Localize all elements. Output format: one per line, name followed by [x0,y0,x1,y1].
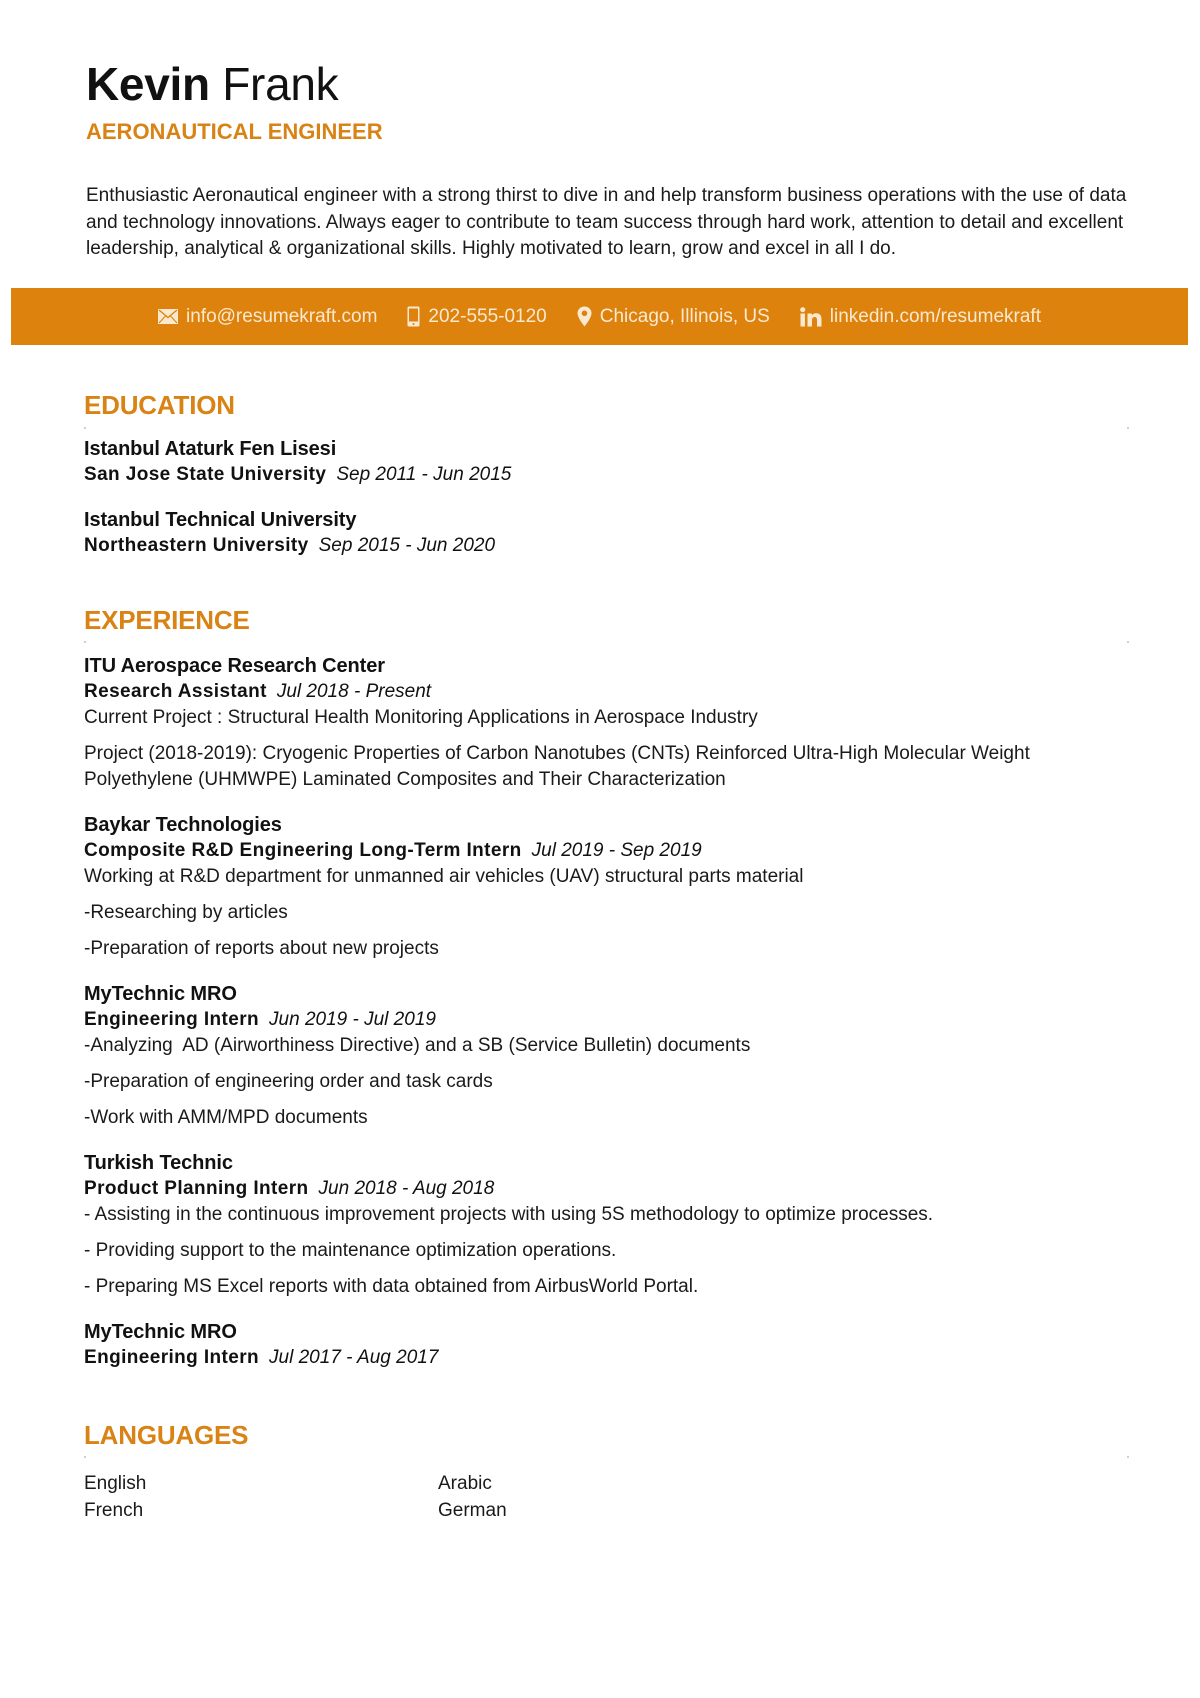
experience-entry [84,653,1144,793]
role-line [84,1176,1144,1202]
degree: Northeastern University [84,535,309,556]
contact-location-text: Chicago, Illinois, US [599,305,770,327]
job-detail: Working at R&D department for unmanned air vehicles (UAV) structural parts material [84,866,804,887]
mobile-phone-icon [407,306,420,327]
contact-email-text: info@resumekraft.com [186,305,378,327]
job-detail: - Assisting in the continuous improvement projects with using 5S methodology to optimize processes. [84,1204,934,1225]
company-name: ITU Aerospace Research Center [84,655,385,677]
job-detail: -Researching by articles [84,902,288,923]
job-role: Engineering Intern [84,1009,260,1030]
divider-dot [84,427,86,429]
role-line [84,838,1144,864]
education-entry [84,507,1144,559]
job-detail: - Providing support to the maintenance optimization operations. [84,1240,617,1261]
section-title-experience: EXPERIENCE [84,605,250,635]
job-dates: Jul 2019 - Sep 2019 [531,840,702,861]
contact-linkedin[interactable] [800,306,1041,328]
job-detail: -Work with AMM/MPD documents [84,1107,368,1128]
degree: San Jose State University [84,464,327,485]
experience-entry [84,1319,1144,1371]
divider-dot [1127,641,1129,643]
job-role: Product Planning Intern [84,1178,309,1199]
job-dates: Jul 2018 - Present [276,681,432,702]
job-title: AERONAUTICAL ENGINEER [86,119,383,144]
education-section [84,390,1144,559]
job-detail: Current Project : Structural Health Monitoring Applications in Aerospace Industry [84,707,758,728]
job-detail: -Preparation of engineering order and task cards [84,1071,493,1092]
job-detail: -Preparation of reports about new projects [84,938,439,959]
section-title-languages: LANGUAGES [84,1420,249,1450]
job-detail: -Analyzing AD (Airworthiness Directive) and a SB (Service Bulletin) documents [84,1035,751,1056]
summary: Enthusiastic Aeronautical engineer with a strong thirst to dive in and help transform business operations with the use of data and technology innovations. Always eager to contribute to team success through hard work, attention to detail and excellent leadership, analytical & organizational skills. Highly motivated to learn, grow and excel in all I do. [86,185,1127,259]
company-name: Turkish Technic [84,1152,233,1174]
language-item: French [84,1500,144,1521]
job-role: Engineering Intern [84,1347,260,1368]
contact-phone[interactable] [407,306,546,328]
divider-dot [1127,427,1129,429]
education-entry [84,436,1144,488]
experience-entry [84,1150,1144,1300]
contact-phone-text: 202-555-0120 [428,305,547,327]
first-name: Kevin [86,58,210,110]
company-name: MyTechnic MRO [84,983,237,1005]
last-name: Frank [222,58,339,110]
language-item: Arabic [438,1473,492,1494]
degree-line [84,462,1144,488]
school-name: Istanbul Technical University [84,509,357,531]
role-line [84,679,1144,705]
job-dates: Jun 2018 - Aug 2018 [318,1178,495,1199]
job-detail: Project (2018-2019): Cryogenic Properties of Carbon Nanotubes (CNTs) Reinforced Ultra-High Molecular Weight Polyethylene (UHMWPE) Laminated Composites and Their Characterization [84,743,1030,790]
job-dates: Jun 2019 - Jul 2019 [269,1009,436,1030]
role-line [84,1007,1144,1033]
language-item: German [438,1500,507,1521]
education-dates: Sep 2015 - Jun 2020 [318,535,496,556]
experience-entry [84,812,1144,962]
linkedin-icon [800,307,822,327]
job-role: Composite R&D Engineering Long-Term Intern [84,840,522,861]
education-dates: Sep 2011 - Jun 2015 [336,464,512,485]
divider-dot [1127,1456,1129,1458]
degree-line [84,533,1144,559]
map-pin-icon [577,306,592,327]
candidate-name [86,56,338,112]
divider-dot [84,1456,86,1458]
languages-list [84,1470,1144,1524]
experience-entry [84,981,1144,1131]
job-role: Research Assistant [84,681,267,702]
company-name: Baykar Technologies [84,814,282,836]
section-title-education: EDUCATION [84,390,235,420]
contact-location[interactable] [577,306,770,328]
job-detail: - Preparing MS Excel reports with data obtained from AirbusWorld Portal. [84,1276,699,1297]
envelope-icon [158,309,178,324]
school-name: Istanbul Ataturk Fen Lisesi [84,438,337,460]
contact-email[interactable] [158,306,377,328]
experience-section [84,605,1144,1371]
language-item: English [84,1473,147,1494]
company-name: MyTechnic MRO [84,1321,237,1343]
divider-dot [84,641,86,643]
contact-banner [11,288,1188,345]
contact-linkedin-text: linkedin.com/resumekraft [829,305,1041,327]
role-line [84,1345,1144,1371]
job-dates: Jul 2017 - Aug 2017 [269,1347,439,1368]
languages-section [84,1420,1144,1524]
